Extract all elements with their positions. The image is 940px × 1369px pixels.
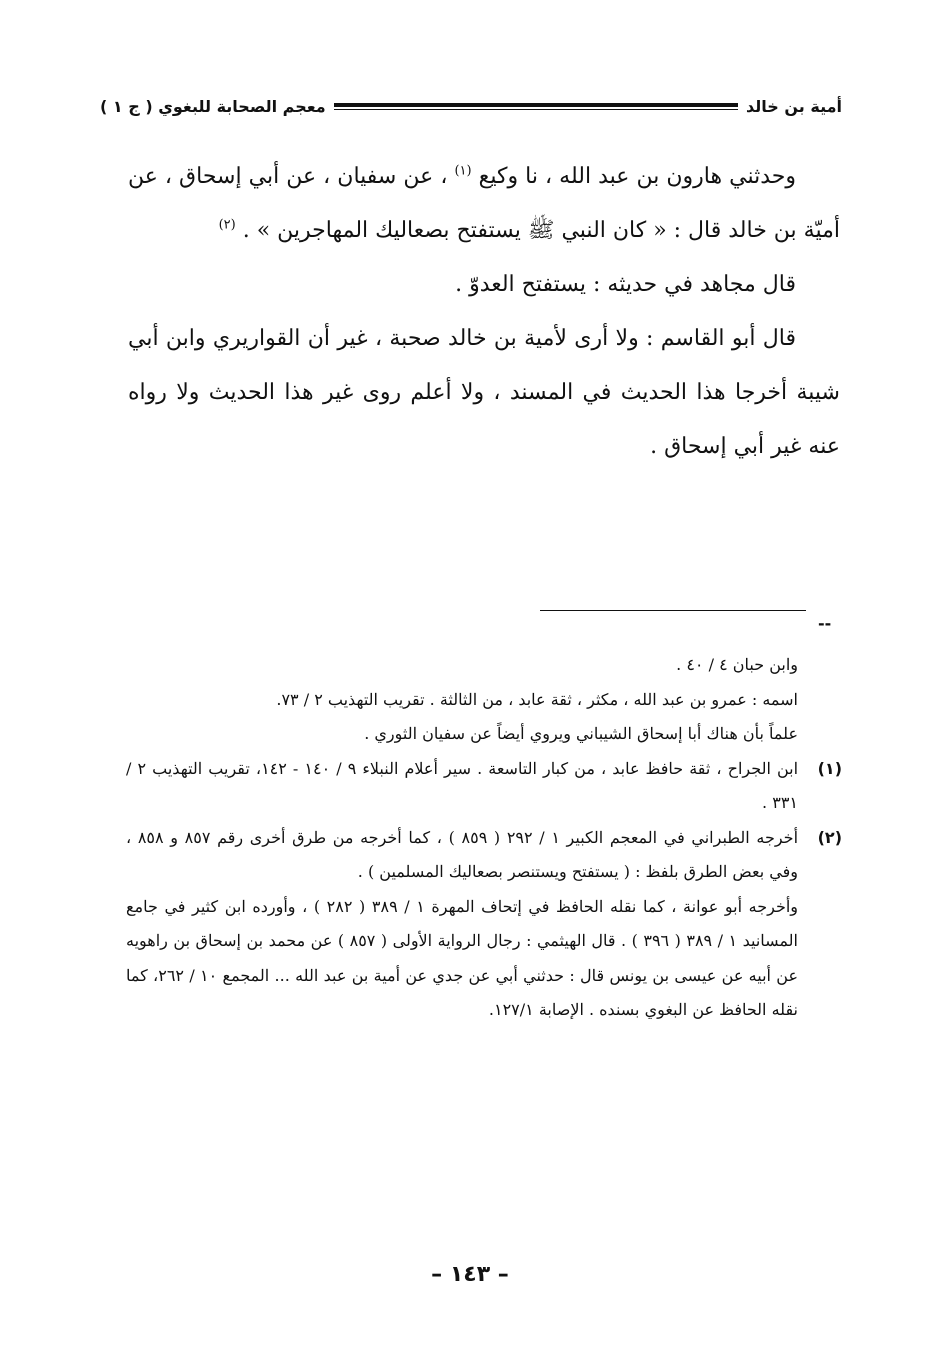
footnote-1 [126,752,842,821]
entry-name: أمية بن خالد [746,97,842,116]
paragraph-abu-al-qasim: قال أبو القاسم : ولا أرى لأمية بن خالد صحبة ، غير أن القواريري وابن أبي شيبة أخرجا هذا الحديث في المسند ، ولا أعلم روى غير هذا الحديث ولا رواه عنه غير أبي إسحاق . [128,326,840,459]
page-number: – ١٤٣ – [431,1262,509,1287]
footnote-2-text: أخرجه الطبراني في المعجم الكبير ١ / ٢٩٢ ( ٨٥٩ ) ، كما أخرجه من طرق أخرى رقم ٨٥٧ و ٨٥٨ ، وفي بعض الطرق بلفظ : ( يستفتح ويستنصر بصعاليك المسلمين ) . [126,827,799,881]
footnote-2-number: (٢) [817,827,842,847]
footnote-1-text: ابن الجراح ، ثقة حافظ عابد ، من كبار التاسعة . سير أعلام النبلاء ٩ / ١٤٠ - ١٤٢، تقريب التهذيب ٢ / ٣٣١ . [126,758,799,812]
running-header [100,92,842,122]
paragraph-mujahid: قال مجاهد في حديثه : يستفتح العدوّ . [455,272,796,297]
hadith-text-part2: ، عن سفيان ، عن أبي إسحاق ، عن أميّة بن خالد قال : « كان النبي ﷺ يستفتح بصعاليك المهاجرين » . [128,164,840,243]
footnote-ref-1: (١) [454,163,472,179]
book-title: معجم الصحابة للبغوي ( ج ١ ) [100,97,326,116]
footnote-separator [540,610,806,611]
footnotes [126,648,842,1028]
hadith-text-part1: وحدثني هارون بن عبد الله ، نا وكيع [478,164,796,189]
footnote-ref-2: (٢) [218,217,236,233]
footnote-1-number: (١) [817,758,842,778]
footnote-carryover-line: اسمه : عمرو بن عبد الله ، مكثر ، ثقة عابد ، من الثالثة . تقريب التهذيب ٢ / ٧٣. [276,689,798,709]
footnote-continuation-mark: -- [818,614,832,633]
footnote-carryover-line: وابن حبان ٤ / ٤٠ . [676,655,798,674]
header-rule-thick [334,103,738,107]
footnote-carryover-line: علماً بأن هناك أبا إسحاق الشيباني ويروي أيضاً عن سفيان الثوري . [364,724,798,743]
header-rule-thin [334,109,738,110]
footnote-2-continuation: وأخرجه أبو عوانة ، كما نقله الحافظ في إتحاف المهرة ١ / ٣٨٩ ( ٢٨٢ ) ، وأورده ابن كثير في جامع المسانيد ١ / ٣٨٩ ( ٣٩٦ ) . قال الهيثمي : رجال الرواية الأولى ( ٨٥٧ ) عن محمد بن إسحاق بن راهويه عن أبيه عن عيسى بن يونس قال : حدثني أبي عن جدي عن أمية بن عبد الله ... المجمع ١٠ / ٢٦٢، كما نقله الحافظ عن البغوي بسنده . الإصابة ١٢٧/١. [126,896,799,1019]
header-rule [334,102,738,112]
footnote-2 [126,821,842,890]
paragraph-hadith [128,150,840,258]
main-text [128,150,840,474]
